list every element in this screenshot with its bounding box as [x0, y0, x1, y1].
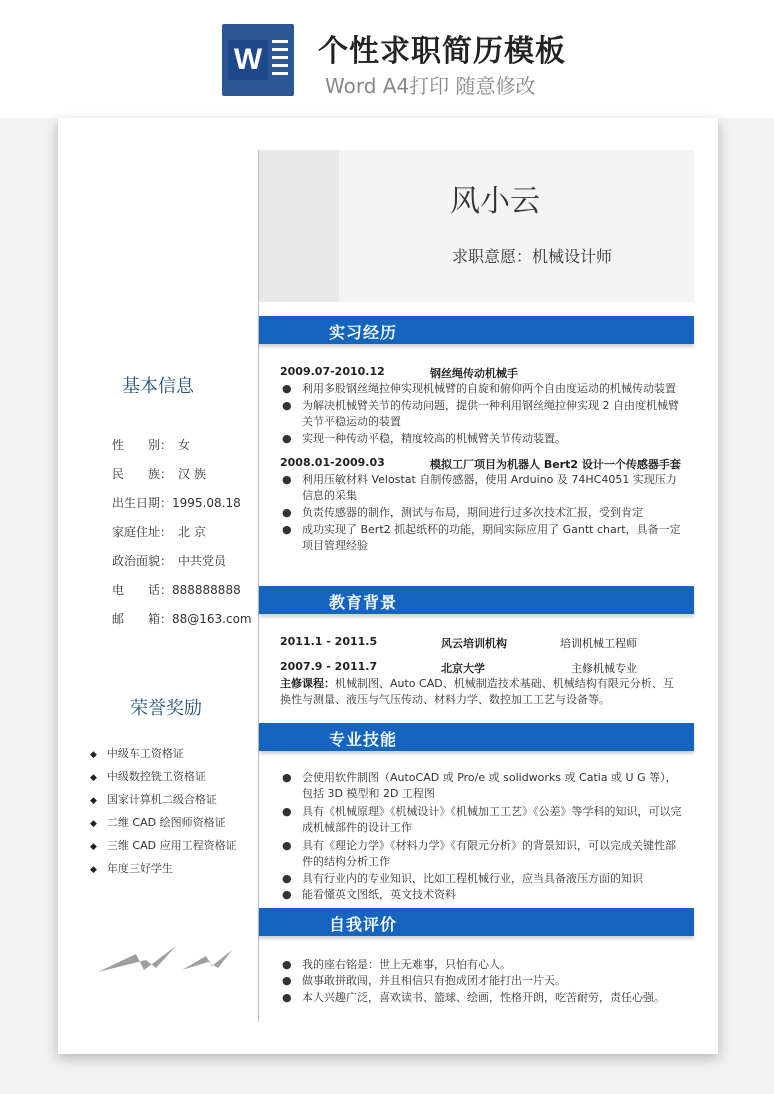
list-item: ● 做事敢拼敢闯，并且相信只有抱成团才能打出一片天。: [282, 974, 566, 987]
name-block: [259, 150, 694, 302]
list-item: ● 本人兴趣广泛，喜欢读书、篮球、绘画，性格开朗，吃苦耐劳，责任心强。: [282, 991, 665, 1004]
list-item: ● 利用多股钢丝绳拉伸实现机械臂的自旋和俯仰两个自由度运动的机械传动装置: [282, 382, 676, 395]
diamond-bullet-icon: ◆: [90, 819, 97, 829]
edu-major-2: 主修机械专业: [571, 662, 637, 675]
edu-school-1: 风云培训机构: [441, 637, 507, 650]
list-item: ● 实现一种传动平稳，精度较高的机械臂关节传动装置。: [282, 432, 566, 445]
person-name: 风小云: [450, 184, 540, 219]
honors-list: [90, 742, 237, 880]
list-item: ● 具有《理论力学》《材料力学》《有限元分析》的背景知识，可以完成关键性部件的结构分析工作: [282, 839, 676, 868]
info-gender: 性 别： 女: [112, 438, 191, 452]
edu-school-2: 北京大学: [441, 662, 485, 675]
top-header: [0, 0, 774, 118]
info-birthdate: 出生日期：1995.08.18: [112, 496, 241, 510]
list-item: ● 具有行业内的专业知识，比如工程机械行业，应当具备液压方面的知识: [282, 872, 643, 885]
edu-major-1: 培训机械工程师: [560, 637, 637, 650]
info-email: 邮 箱：88@163.com: [112, 612, 252, 626]
internship-date-1: 2009.07-2010.12: [280, 365, 385, 378]
diamond-bullet-icon: ◆: [90, 796, 97, 806]
info-ethnicity: 民 族： 汉 族: [112, 467, 206, 481]
skills-heading: 专业技能: [329, 730, 398, 749]
header-subtitle: Word A4打印 随意修改: [325, 74, 536, 98]
name-block-inner: [339, 150, 694, 302]
list-item: ● 负责传感器的制作，测试与布局，期间进行过多次技术汇报，受到肯定: [282, 506, 643, 519]
section-bar-skills: [259, 723, 694, 751]
honor-item: ◆ 年度三好学生: [90, 857, 237, 880]
edu-courses: [280, 676, 678, 708]
honor-item: ◆ 中级车工资格证: [90, 742, 237, 765]
internship-heading: 实习经历: [329, 323, 398, 342]
honor-item: ◆ 国家计算机二级合格证: [90, 788, 237, 811]
self-eval-heading: 自我评价: [329, 915, 398, 934]
info-political: 政治面貌： 中共党员: [112, 554, 227, 568]
internship-title-1: 钢丝绳传动机械手: [430, 367, 518, 380]
education-heading: 教育背景: [329, 593, 398, 612]
info-address: 家庭住址： 北 京: [112, 525, 206, 539]
internship-date-2: 2008.01-2009.03: [280, 456, 385, 469]
list-item: ● 成功实现了 Bert2 抓起纸杯的功能，期间实际应用了 Gantt chart，具备一定项目管理经验: [282, 523, 681, 552]
edu-date-2: 2007.9 - 2011.7: [280, 660, 378, 673]
decorative-logo-mark: [96, 942, 236, 982]
word-letter: W: [228, 40, 268, 80]
section-bar-internship: [259, 316, 694, 344]
honor-item: ◆ 三维 CAD 应用工程资格证: [90, 834, 237, 857]
list-item: ● 为解决机械臂关节的传动问题，提供一种利用钢丝绳拉伸实现 2 自由度机械臂关节平稳运动的装置: [282, 399, 679, 428]
info-phone: 电 话：888888888: [112, 583, 241, 597]
courses-label: 主修课程：: [280, 677, 335, 690]
diamond-bullet-icon: ◆: [90, 750, 97, 760]
list-item: ● 利用压敏材料 Velostat 自制传感器，使用 Arduino 及 74HC4051 实现压力信息的采集: [282, 473, 677, 502]
edu-date-1: 2011.1 - 2011.5: [280, 635, 378, 648]
diamond-bullet-icon: ◆: [90, 842, 97, 852]
section-bar-education: [259, 586, 694, 614]
diamond-bullet-icon: ◆: [90, 865, 97, 875]
honors-heading: 荣誉奖励: [130, 698, 202, 719]
list-item: ● 会使用软件制图（AutoCAD 或 Pro/e 或 solidworks 或 Catia 或 U G 等），包括 3D 模型和 2D 工程图: [282, 771, 677, 800]
list-item: ● 能看懂英文图纸，英文技术资料: [282, 888, 456, 901]
honor-item: ◆ 二维 CAD 绘图师资格证: [90, 811, 237, 834]
honor-item: ◆ 中级数控铣工资格证: [90, 765, 237, 788]
courses-text: 机械制图、Auto CAD、机械制造技术基础、机械结构有限元分析、互换性与测量、液压与气压传动、材料力学、数控加工工艺与设备等。: [280, 677, 674, 706]
list-item: ● 我的座右铭是：世上无难事，只怕有心人。: [282, 958, 511, 971]
list-item: ● 具有《机械原理》《机械设计》《机械加工工艺》《公差》等学科的知识，可以完成机械部件的设计工作: [282, 805, 682, 834]
word-icon: [222, 24, 294, 96]
section-bar-self-eval: [259, 908, 694, 936]
word-lines-icon: [272, 40, 288, 80]
basic-info-heading: 基本信息: [122, 376, 194, 397]
diamond-bullet-icon: ◆: [90, 773, 97, 783]
job-intent: 求职意愿：机械设计师: [452, 247, 613, 266]
header-title: 个性求职简历模板: [318, 34, 566, 69]
internship-title-2: 模拟工厂项目为机器人 Bert2 设计一个传感器手套: [430, 458, 681, 471]
